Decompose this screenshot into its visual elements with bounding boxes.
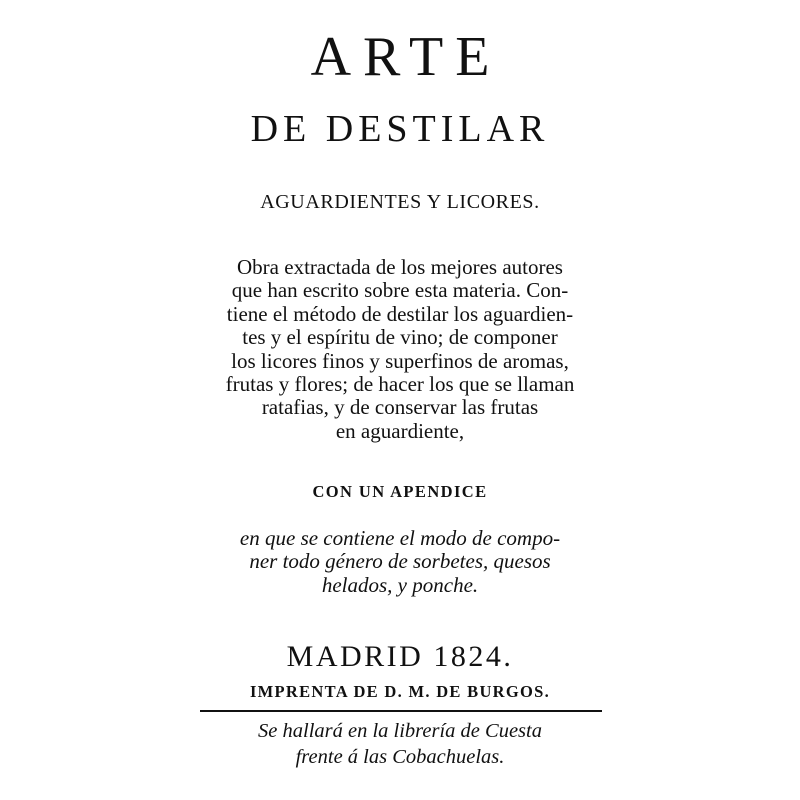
sale-note-line: frente á las Cobachuelas. <box>295 746 505 768</box>
book-topic: AGUARDIENTES Y LICORES. <box>260 191 540 213</box>
sale-note-line: Se hallará en la librería de Cuesta <box>258 720 542 742</box>
description-paragraph <box>0 256 800 443</box>
description-line: Obra extractada de los mejores autores <box>237 255 563 279</box>
book-subtitle: DE DESTILAR <box>250 108 550 150</box>
appendix-line: ner todo género de sorbetes, quesos <box>249 549 551 574</box>
description-line: los licores finos y superfinos de aromas, <box>231 348 569 373</box>
imprint-printer: IMPRENTA DE D. M. DE BURGOS. <box>249 682 551 701</box>
appendix-heading: CON UN APENDICE <box>312 482 488 501</box>
description-line: en aguardiente, <box>335 418 465 443</box>
appendix-line: helados, y ponche. <box>321 572 479 597</box>
description-line: tes y el espíritu de vino; de componer <box>242 325 558 350</box>
divider-rule <box>200 710 602 712</box>
appendix-line: en que se contiene el modo de compo- <box>239 526 561 550</box>
book-title: ARTE <box>310 26 502 88</box>
description-line: ratafias, y de conservar las frutas <box>261 395 539 420</box>
description-line: tiene el método de destilar los aguardien- <box>226 301 574 326</box>
sale-note <box>0 718 800 770</box>
imprint-city-year: MADRID 1824. <box>286 640 514 673</box>
appendix-description <box>0 527 800 597</box>
description-line: que han escrito sobre esta materia. Con- <box>231 278 569 303</box>
description-line: frutas y flores; de hacer los que se llaman <box>225 372 575 397</box>
